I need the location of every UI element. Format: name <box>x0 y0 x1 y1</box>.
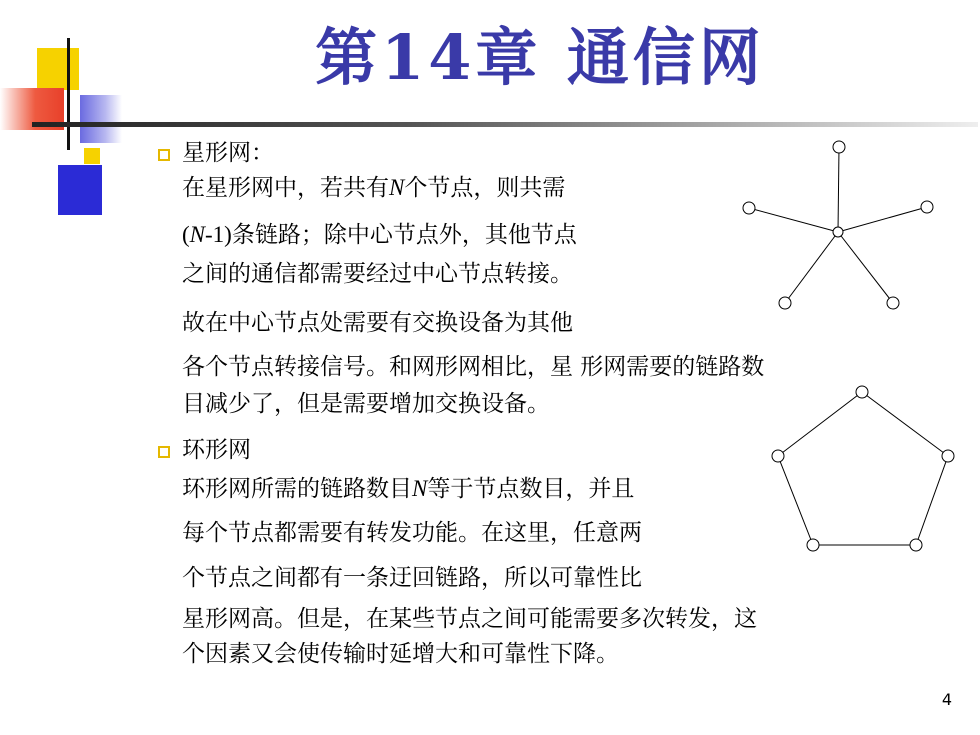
ring-node <box>910 539 922 551</box>
star-center-node <box>833 227 843 237</box>
star-link <box>838 207 927 232</box>
slide-title: 第14章 通信网 <box>315 21 765 94</box>
math-expression: ( <box>182 222 190 247</box>
section-heading-ring: 环形网 <box>182 437 251 463</box>
text-line: 各个节点转接信号。和网形网相比，星 形网需要的链路数 <box>182 354 765 380</box>
page-number: 4 <box>941 690 952 709</box>
decor-lightblue-bar <box>80 95 122 143</box>
text-line <box>182 474 634 504</box>
ring-link <box>778 392 948 545</box>
text-segment: 个节点，则共需 <box>404 175 566 201</box>
section-heading-star: 星形网： <box>182 140 274 166</box>
text-line: 每个节点都需要有转发功能。在这里，任意两 <box>182 520 642 546</box>
decor-vertical-line <box>67 38 70 150</box>
decor-small-yellow-square <box>84 148 100 164</box>
star-network-diagram <box>735 135 945 315</box>
star-node <box>779 297 791 309</box>
star-node <box>887 297 899 309</box>
star-node <box>921 201 933 213</box>
ring-node <box>942 450 954 462</box>
text-line: 之间的通信都需要经过中心节点转接。 <box>182 261 573 287</box>
text-segment: 条链路；除中心节点外，其他节点 <box>231 222 577 248</box>
text-segment: 在星形网中，若共有 <box>182 175 389 201</box>
text-line: 个节点之间都有一条迂回链路，所以可靠性比 <box>182 565 642 591</box>
title-underline <box>32 122 978 127</box>
decor-blue-square <box>58 165 102 215</box>
ring-network-diagram <box>768 382 968 557</box>
text-line <box>182 220 577 250</box>
star-node <box>833 141 845 153</box>
star-link <box>838 147 839 232</box>
text-line: 个因素又会使传输时延增大和可靠性下降。 <box>182 641 619 667</box>
math-var-n: N <box>389 175 405 200</box>
star-node <box>743 202 755 214</box>
ring-node <box>856 386 868 398</box>
square-bullet-icon <box>158 149 170 161</box>
text-segment: 等于节点数目，并且 <box>427 476 635 502</box>
text-line: 目减少了，但是需要增加交换设备。 <box>182 391 550 417</box>
math-var-n: N <box>189 222 206 247</box>
ring-node <box>772 450 784 462</box>
star-link <box>749 208 838 232</box>
star-link <box>785 232 838 303</box>
text-segment: 环形网所需的链路数目 <box>182 476 412 502</box>
ring-node <box>807 539 819 551</box>
math-var-n: N <box>412 476 428 501</box>
text-line: 故在中心节点处需要有交换设备为其他 <box>182 310 573 336</box>
square-bullet-icon <box>158 446 170 458</box>
decor-yellow-square <box>37 48 79 90</box>
text-line: 星形网高。但是，在某些节点之间可能需要多次转发，这 <box>182 606 757 632</box>
star-link <box>838 232 893 303</box>
text-line <box>182 173 565 203</box>
math-expression: -1) <box>205 222 232 247</box>
